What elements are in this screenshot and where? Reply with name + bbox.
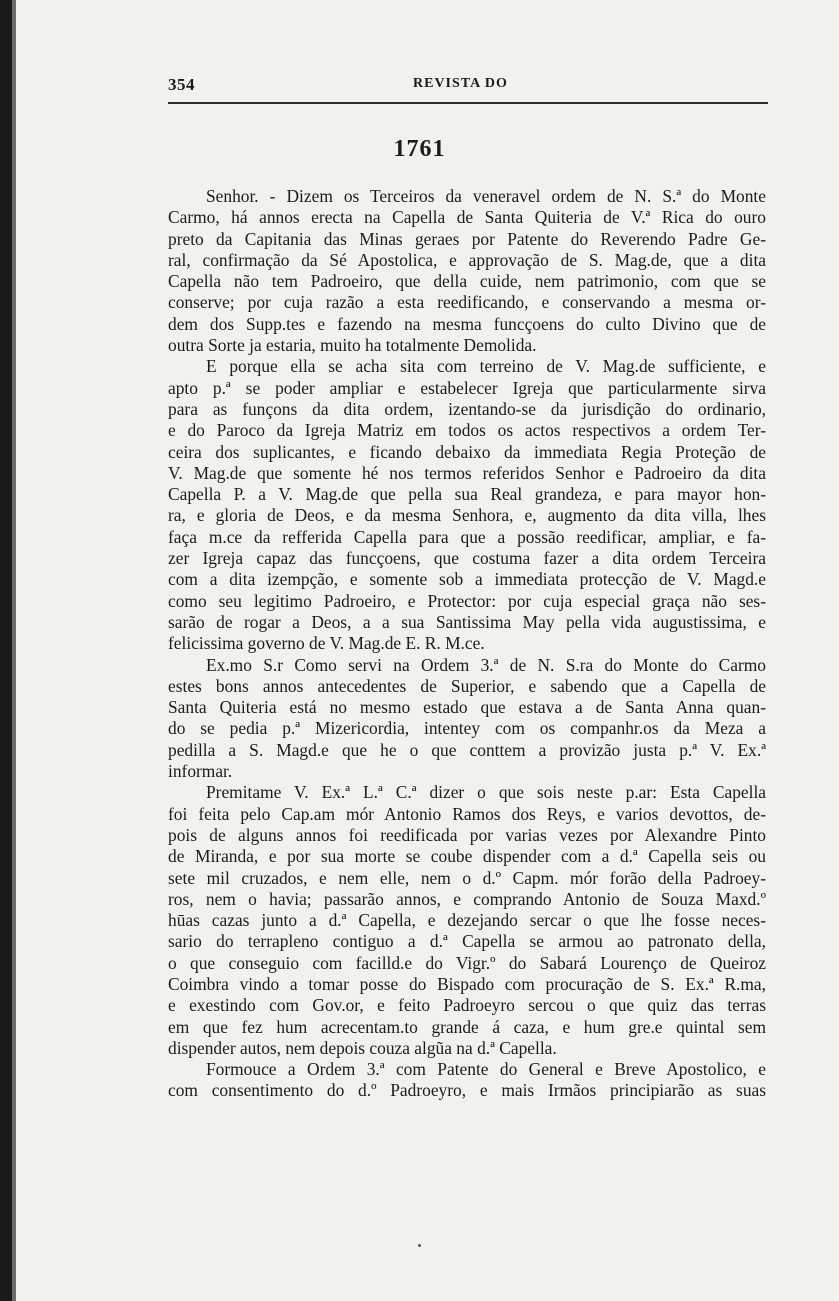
text-line: pois de alguns annos foi reedificada por varias vezes por Alexandre Pinto (168, 824, 766, 845)
text-line: faça m.ce da refferida Capella para que a possão reedificar, ampliar, e fa- (168, 526, 766, 547)
text-line: ceira dos suplicantes, e ficando debaixo da immediata Regia Proteção de (168, 441, 766, 462)
text-line: Coimbra vindo a tomar posse do Bispado com procuração de S. Ex.ª R.ma, (168, 973, 766, 994)
text-line: outra Sorte ja estaria, muito ha totalmente Demolida. (168, 335, 537, 356)
text-line: em que fez hum acrecentam.to grande á caza, e hum gre.e quintal sem (168, 1016, 766, 1037)
text-line: V. Mag.de que somente hé nos termos referidos Senhor e Padroeiro da dita (168, 462, 766, 483)
text-line: felicissima governo de V. Mag.de E. R. M.ce. (168, 633, 485, 654)
text-line: zer Igreja capaz das funcçoens, que costuma fazer a dita ordem Terceira (168, 548, 766, 569)
text-line: foi feita pelo Cap.am mór Antonio Ramos dos Reys, e varios devottos, de- (168, 803, 766, 824)
text-line: pedilla a S. Magd.e que he o que conttem a provizão justa p.ª V. Ex.ª (168, 739, 766, 760)
page-number: 354 (168, 75, 195, 94)
text-line: ral, confirmação da Sé Apostolica, e approvação de S. Mag.de, que a dita (168, 249, 766, 270)
page-header (168, 75, 768, 99)
text-line: e do Paroco da Igreja Matriz em todos os actos respectivos a ordem Ter- (168, 420, 766, 441)
text-line: sete mil cruzados, e nem elle, nem o d.º Capm. mór forão della Padroey- (168, 867, 766, 888)
header-rule (168, 102, 768, 104)
text-line: informar. (168, 761, 233, 782)
text-line: Capella P. a V. Mag.de que pella sua Real grandeza, e para mayor hon- (168, 484, 766, 505)
text-line: hūas cazas junto a d.ª Capella, e dezejando sercar o que lhe fosse neces- (168, 910, 766, 931)
text-line: ra, e gloria de Deos, e da mesma Senhora, e, augmento da dita villa, lhes (168, 505, 766, 526)
text-line: Carmo, há annos erecta na Capella de Santa Quiteria de V.ª Rica do ouro (168, 207, 766, 228)
text-line: ros, nem o havia; passarão annos, e comprando Antonio de Souza Maxd.º (168, 888, 766, 909)
text-line: Capella não tem Padroeiro, que della cuide, nem patrimonio, com que se (168, 271, 766, 292)
text-line: Ex.mo S.r Como servi na Ordem 3.ª de N. S.ra do Monte do Carmo (206, 654, 766, 675)
text-line: para as funçons da dita ordem, izentando-se da jurisdição do ordinario, (168, 398, 766, 419)
text-line: dispender autos, nem depois couza algũa na d.ª Capella. (168, 1037, 557, 1058)
text-line: com consentimento do d.º Padroeyro, e mais Irmãos principiarão as suas (168, 1080, 766, 1101)
print-speck (418, 1244, 421, 1247)
text-line: do se pedia p.ª Mizericordia, intentey com os companhr.os da Meza a (168, 718, 766, 739)
body-text (168, 186, 766, 1102)
text-line: apto p.ª se poder ampliar e estabelecer Igreja que particularmente sirva (168, 377, 766, 398)
text-line: conserve; por cuja razão a esta reedificando, e conservando a mesma or- (168, 292, 766, 313)
text-line: como seu legitimo Padroeiro, e Protector: por cuja especial graça não ses- (168, 590, 766, 611)
text-line: Formouce a Ordem 3.ª com Patente do General e Breve Apostolico, e (206, 1059, 766, 1080)
text-line: Senhor. - Dizem os Terceiros da veneravel ordem de N. S.ª do Monte (206, 186, 766, 206)
text-line: sarão de rogar a Deos, a a sua Santissima May pella vida augustissima, e (168, 611, 766, 632)
text-line: estes bons annos antecedentes de Superior, e sabendo que a Capella de (168, 675, 766, 696)
text-line: Premitame V. Ex.ª L.ª C.ª dizer o que sois neste p.ar: Esta Capella (206, 782, 766, 803)
text-line: preto da Capitania das Minas geraes por Patente do Reverendo Padre Ge- (168, 228, 766, 249)
text-line: e exestindo com Gov.or, e feito Padroeyro sercou o que quiz das terras (168, 995, 766, 1016)
running-head: REVISTA DO (413, 76, 508, 91)
text-line: Santa Quiteria está no mesmo estado que estava a de Santa Anna quan- (168, 697, 766, 718)
section-year: 1761 (393, 136, 446, 162)
text-line: sario do terrapleno contiguo a d.ª Capella se armou ao patronato della, (168, 931, 766, 952)
text-line: com a dita izempção, e somente sob a immediata protecção de V. Magd.e (168, 569, 766, 590)
text-line: E porque ella se acha sita com terreino de V. Mag.de sufficiente, e (206, 356, 766, 377)
text-line: dem dos Supp.tes e fazendo na mesma funcçoens do culto Divino que de (168, 313, 766, 334)
text-line: de Miranda, e por sua morte se coube dispender com a d.ª Capella seis ou (168, 846, 766, 867)
text-line: o que conseguio com facilld.e do Vigr.º do Sabará Lourenço de Queiroz (168, 952, 766, 973)
